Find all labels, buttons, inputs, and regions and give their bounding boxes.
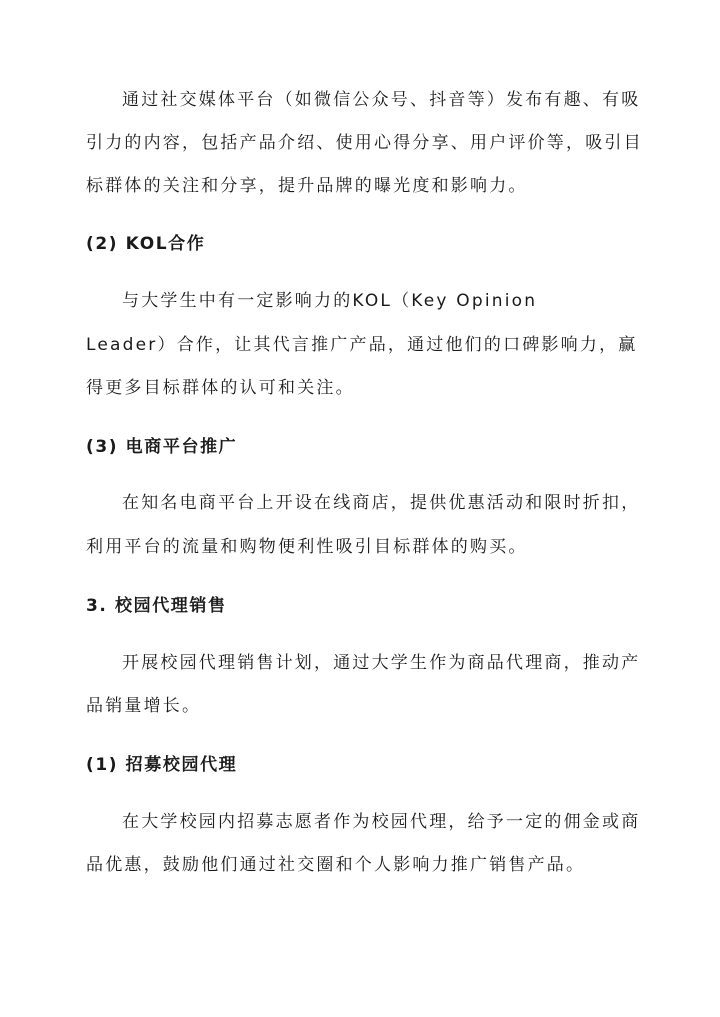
paragraph-ecommerce-line-1: 在知名电商平台上开设在线商店，提供优惠活动和限时折扣， <box>122 493 641 513</box>
paragraph-campus-agent-line-1: 开展校园代理销售计划，通过大学生作为商品代理商，推动产 <box>122 653 641 673</box>
paragraph-kol-line-1: 与大学生中有一定影响力的KOL（Key Opinion <box>122 291 538 311</box>
paragraph-recruit-line-1: 在大学校园内招募志愿者作为校园代理，给予一定的佣金或商 <box>122 812 641 832</box>
paragraph-ecommerce-line-2: 利用平台的流量和购物便利性吸引目标群体的购买。 <box>86 537 528 557</box>
heading-recruit-campus-agents: (1) 招募校园代理 <box>86 755 238 775</box>
paragraph-recruit-line-2: 品优惠，鼓励他们通过社交圈和个人影响力推广销售产品。 <box>86 855 586 875</box>
paragraph-social-media-line-2: 引力的内容，包括产品介绍、使用心得分享、用户评价等，吸引目 <box>86 133 643 153</box>
heading-campus-agent-sales: 3. 校园代理销售 <box>86 596 227 616</box>
paragraph-kol-line-2: Leader）合作，让其代言推广产品，通过他们的口碑影响力，赢 <box>86 335 638 355</box>
paragraph-social-media-line-3: 标群体的关注和分享，提升品牌的曝光度和影响力。 <box>86 176 528 196</box>
heading-kol-cooperation: (2) KOL合作 <box>86 234 206 254</box>
paragraph-kol-line-3: 得更多目标群体的认可和关注。 <box>86 378 355 398</box>
heading-ecommerce-promotion: (3) 电商平台推广 <box>86 437 238 457</box>
paragraph-social-media-line-1: 通过社交媒体平台（如微信公众号、抖音等）发布有趣、有吸 <box>122 90 641 110</box>
paragraph-campus-agent-line-2: 品销量增长。 <box>86 696 202 716</box>
